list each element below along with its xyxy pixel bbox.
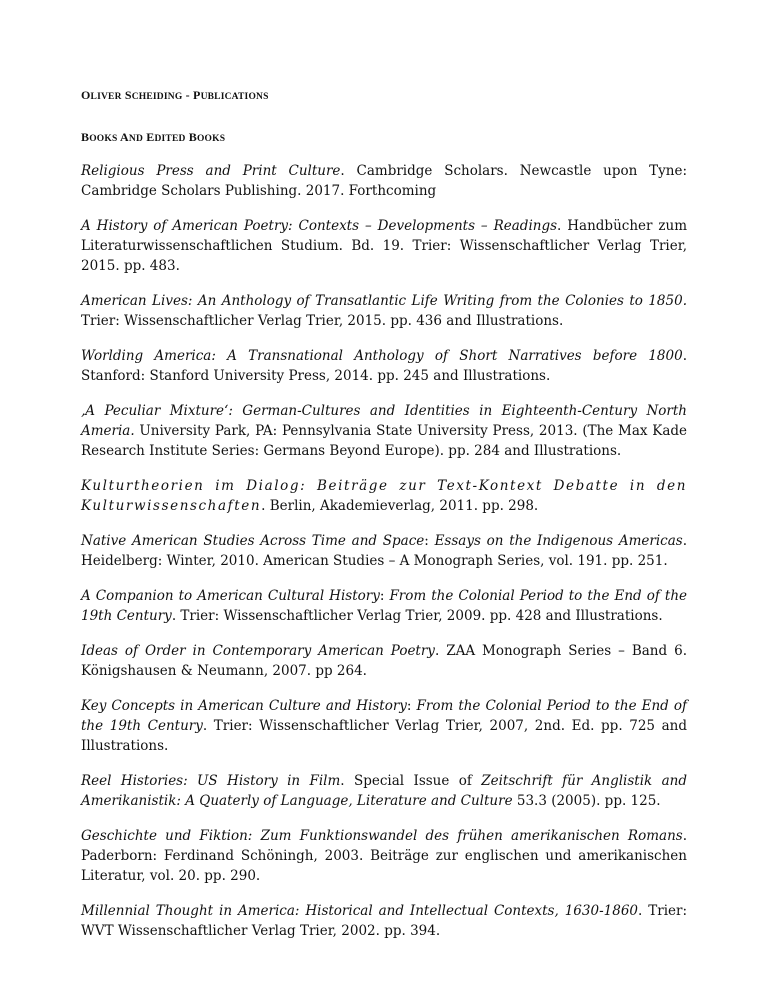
publication-title: Essays on the Indigenous Americas <box>434 533 683 549</box>
publication-details: . Trier: Wissenschaftlicher Verlag Trier, 2009. pp. 428 and Illustrations. <box>171 608 663 624</box>
publication-entry <box>81 216 687 276</box>
publication-title: Worlding America: A Transnational Anthology of Short Narratives before 1800 <box>81 348 683 364</box>
publication-title: Key Concepts in American Culture and History <box>81 698 407 714</box>
publication-title: ‚A Peculiar Mixture‘: German-Cultures and Identities in Eighteenth-Century North Ameria. <box>81 403 687 439</box>
publication-entry <box>81 696 687 756</box>
publication-details: : <box>406 698 417 714</box>
publication-details: . Stanford: Stanford University Press, 2014. pp. 245 and Illustrations. <box>81 348 687 384</box>
publication-title: A History of American Poetry: Contexts – Developments – Readings <box>81 218 558 234</box>
publication-details: . Handbücher zum Literaturwissenschaftlichen Studium. Bd. 19. Trier: Wissenschaftlicher Verlag Trier, 2015. pp. 483. <box>81 218 687 274</box>
publication-list <box>81 161 687 956</box>
section-heading-text: BOOKS AND EDITED BOOKS <box>81 130 226 144</box>
publication-title: From the Colonial Period to the End of the 19th Century <box>81 588 687 624</box>
publication-details: . Trier: WVT Wissenschaftlicher Verlag Trier, 2002. pp. 394. <box>81 903 687 939</box>
publication-entry <box>81 531 687 571</box>
publication-details: . Paderborn: Ferdinand Schöningh, 2003. Beiträge zur englischen und amerikanischen Literatur, vol. 20. pp. 290. <box>81 828 687 884</box>
publication-title: A Companion to American Cultural History <box>81 588 380 604</box>
document-title-text: OLIVER SCHEIDING - PUBLICATIONS <box>81 88 269 102</box>
publication-title: American Lives: An Anthology of Transatlantic Life Writing from the Colonies to 1850. <box>81 293 687 309</box>
publication-title: Zeitschrift für Anglistik and Amerikanistik: A Quaterly of Language, Literature and Culture <box>81 773 687 809</box>
publication-title: Ideas of Order in Contemporary American Poetry <box>81 643 435 659</box>
publication-entry <box>81 346 687 386</box>
publication-details: Trier: Wissenschaftlicher Verlag Trier, 2015. pp. 436 and Illustrations. <box>81 313 564 329</box>
publication-details: . Berlin, Akademieverlag, 2011. pp. 298. <box>261 498 539 514</box>
publication-details: 53.3 (2005). pp. 125. <box>512 793 661 809</box>
publication-details: . Cambridge Scholars. Newcastle upon Tyne: Cambridge Scholars Publishing. 2017. Forthcoming <box>81 163 687 199</box>
publication-details: . ZAA Monograph Series – Band 6. Königshausen & Neumann, 2007. pp 264. <box>81 643 687 679</box>
publication-details: University Park, PA: Pennsylvania State University Press, 2013. (The Max Kade Research Institute Series: Germans Beyond Europe). pp. 284 and Illustrations. <box>81 423 687 459</box>
publication-title: Kulturwissenschaften <box>81 498 262 514</box>
publication-entry <box>81 771 687 811</box>
publication-title: From the Colonial Period to the End of the 19th Century <box>81 698 687 734</box>
publication-details: . Trier: Wissenschaftlicher Verlag Trier, 2007, 2nd. Ed. pp. 725 and Illustrations. <box>81 718 688 754</box>
publication-entry <box>81 291 687 331</box>
publication-title: Millennial Thought in America: Historical and Intellectual Contexts, 1630-1860 <box>81 903 638 919</box>
publication-details: : <box>379 588 390 604</box>
publication-entry <box>81 586 687 626</box>
publication-entry <box>81 161 687 201</box>
publication-details: . Heidelberg: Winter, 2010. American Studies – A Monograph Series, vol. 191. pp. 251. <box>81 533 688 569</box>
publication-details: . Special Issue of <box>340 773 482 789</box>
publication-entry <box>81 476 687 516</box>
publication-title: Native American Studies Across Time and Space <box>81 533 425 549</box>
publication-entry <box>81 901 687 941</box>
publication-details: : <box>424 533 435 549</box>
publication-title: Geschichte und Fiktion: Zum Funktionswandel des frühen amerikanischen Romans <box>81 828 683 844</box>
publication-title: Reel Histories: US History in Film <box>81 773 341 789</box>
publication-title: Religious Press and Print Culture <box>81 163 341 179</box>
section-heading <box>81 130 225 145</box>
publication-title: Kulturtheorien im Dialog: Beiträge zur Text-Kontext Debatte in den <box>81 478 687 494</box>
publication-entry <box>81 401 687 461</box>
publication-entry <box>81 826 687 886</box>
document-title <box>81 88 269 103</box>
publication-entry <box>81 641 687 681</box>
